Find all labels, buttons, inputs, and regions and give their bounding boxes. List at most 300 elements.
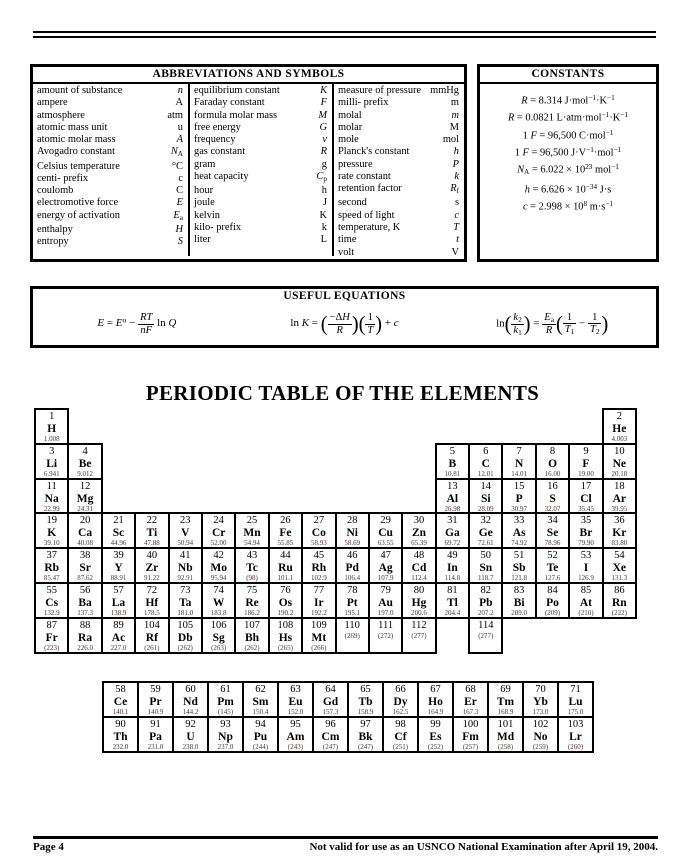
element-symbol: Pr xyxy=(149,696,162,708)
element-symbol: Os xyxy=(278,596,293,609)
abbrev-symbol: A xyxy=(176,134,183,146)
atomic-mass: (243) xyxy=(287,742,304,751)
atomic-mass: (247) xyxy=(322,742,339,751)
element-symbol: Ni xyxy=(346,527,358,540)
atomic-mass: 87.62 xyxy=(77,574,93,583)
constant-line: R = 8.314 $J\cdot mol^{-1}\cdot K^{-1}$ xyxy=(521,94,615,107)
atomic-mass: 138.9 xyxy=(110,608,127,617)
atomic-mass: 114.8 xyxy=(444,574,461,583)
atomic-mass: 118.7 xyxy=(478,574,494,583)
atomic-number: 41 xyxy=(180,550,191,562)
abbrev-term: heat capacity xyxy=(194,171,249,183)
atomic-mass: (266) xyxy=(311,643,327,652)
abbrev-col-2 xyxy=(188,84,332,256)
abbrev-term: hour xyxy=(194,185,214,197)
atomic-number: 58 xyxy=(115,684,126,695)
element-cell xyxy=(268,617,303,654)
abbreviations-columns xyxy=(33,84,464,256)
atomic-mass: 65.39 xyxy=(411,539,427,548)
atomic-mass: 39.95 xyxy=(611,504,628,513)
abbrev-symbol: ν xyxy=(322,134,327,146)
atomic-number: 5 xyxy=(449,445,455,457)
atomic-number: 69 xyxy=(500,684,511,695)
element-cell xyxy=(401,512,436,549)
atomic-number: 38 xyxy=(79,550,91,562)
abbrev-symbol: $C_p$ xyxy=(316,171,327,183)
atomic-mass: 168.9 xyxy=(497,708,514,716)
atomic-number: 57 xyxy=(113,584,124,596)
atomic-mass: 24.31 xyxy=(77,504,93,513)
atomic-number: 79 xyxy=(380,584,391,596)
atomic-number: 83 xyxy=(513,584,525,596)
atomic-number: 87 xyxy=(46,619,57,631)
atomic-mass: 12.01 xyxy=(477,469,494,478)
element-symbol: W xyxy=(212,596,225,609)
atomic-number: 11 xyxy=(46,480,57,492)
atomic-mass: (145) xyxy=(217,708,234,716)
atomic-number: 26 xyxy=(280,515,291,527)
atomic-mass: 63.55 xyxy=(377,539,394,548)
element-symbol: Bi xyxy=(513,596,525,609)
atomic-mass: 150.4 xyxy=(252,708,269,716)
atomic-number: 28 xyxy=(346,515,358,527)
abbrev-row xyxy=(334,222,464,234)
element-cell xyxy=(277,716,314,753)
element-symbol: Rf xyxy=(145,631,158,644)
constants-title: CONSTANTS xyxy=(480,67,656,84)
equations-row xyxy=(33,304,656,344)
element-cell xyxy=(401,582,436,619)
element-symbol: Pt xyxy=(346,596,358,609)
element-cell xyxy=(452,681,489,718)
abbrev-term: energy of activation xyxy=(37,209,120,221)
abbrev-row xyxy=(33,161,188,173)
element-symbol: Mo xyxy=(210,562,227,575)
atomic-number: 66 xyxy=(395,684,406,695)
atomic-mass: 14.01 xyxy=(511,469,528,478)
atomic-mass: (244) xyxy=(252,742,269,751)
abbrev-term: time xyxy=(338,234,357,246)
element-cell xyxy=(134,582,169,619)
element-cell xyxy=(435,512,470,549)
atomic-number: 64 xyxy=(325,684,336,695)
atomic-mass: 192.2 xyxy=(310,608,327,617)
element-symbol: Db xyxy=(177,631,193,644)
atomic-mass: (277) xyxy=(411,631,427,640)
element-symbol: P xyxy=(515,492,523,505)
element-cell xyxy=(201,582,236,619)
atomic-mass: 91.22 xyxy=(143,574,160,583)
atomic-mass: 95.94 xyxy=(210,574,227,583)
element-cell xyxy=(602,478,637,515)
atomic-number: 1 xyxy=(49,411,55,422)
atomic-number: 22 xyxy=(146,515,158,527)
element-cell xyxy=(557,681,594,718)
element-cell xyxy=(268,547,303,584)
abbrev-symbol: M xyxy=(449,121,459,133)
constant-line: 1 F = 96,500 C·mol$^{-1}$ xyxy=(522,128,614,141)
atomic-number: 60 xyxy=(185,684,196,695)
abbrev-symbol: $N_A$ xyxy=(170,146,183,159)
atomic-mass: 164.9 xyxy=(427,708,444,716)
atomic-mass: 52.00 xyxy=(210,539,227,548)
atomic-mass: 88.91 xyxy=(110,574,127,583)
atomic-number: 20 xyxy=(79,515,91,527)
element-cell xyxy=(168,617,203,654)
atomic-mass: 237.0 xyxy=(217,742,234,751)
atomic-number: 93 xyxy=(220,718,231,730)
atomic-number: 2 xyxy=(616,411,622,422)
abbrev-term: second xyxy=(338,197,367,209)
atomic-mass: (261) xyxy=(144,643,160,652)
atomic-mass: 127.6 xyxy=(544,574,561,583)
atomic-mass: 16.00 xyxy=(544,469,561,478)
abbrev-term: volt xyxy=(338,246,355,258)
atomic-mass: 83.80 xyxy=(611,539,628,548)
element-cell xyxy=(382,681,419,718)
abbrev-term: gram xyxy=(194,158,216,170)
element-cell xyxy=(34,443,69,480)
atomic-mass: 79.90 xyxy=(578,539,594,548)
element-cell xyxy=(535,582,570,619)
abbrev-row xyxy=(190,110,332,122)
element-cell xyxy=(34,512,69,549)
element-symbol: Pm xyxy=(217,696,234,708)
element-cell xyxy=(34,478,69,515)
element-cell xyxy=(101,547,136,584)
abbrev-row xyxy=(190,171,332,185)
element-cell xyxy=(134,512,169,549)
element-symbol: V xyxy=(181,527,190,540)
element-cell xyxy=(568,478,603,515)
abbrev-row xyxy=(190,122,332,134)
element-cell xyxy=(557,716,594,753)
atomic-number: 17 xyxy=(580,480,592,492)
element-cell xyxy=(417,681,454,718)
abbrev-symbol: A xyxy=(175,97,183,109)
atomic-number: 109 xyxy=(310,619,327,631)
element-cell xyxy=(602,408,637,445)
atomic-mass: (260) xyxy=(567,742,584,751)
atomic-mass: 58.93 xyxy=(310,539,327,548)
element-cell xyxy=(487,681,524,718)
atomic-mass: 78.96 xyxy=(544,539,561,548)
atomic-number: 31 xyxy=(447,515,458,527)
element-cell xyxy=(134,617,169,654)
element-symbol: Cs xyxy=(45,596,59,609)
element-symbol: Br xyxy=(579,527,593,540)
element-symbol: Pb xyxy=(479,596,493,609)
atomic-mass: 9.012 xyxy=(77,469,93,478)
constants-list xyxy=(480,84,656,215)
element-symbol: Te xyxy=(546,562,559,575)
atomic-mass: 50.94 xyxy=(177,539,194,548)
element-symbol: Ge xyxy=(478,527,493,540)
atomic-number: 98 xyxy=(395,718,406,730)
abbrev-row xyxy=(334,197,464,209)
element-symbol: Th xyxy=(113,730,128,743)
atomic-number: 72 xyxy=(146,584,158,596)
abbrev-symbol: J xyxy=(322,197,327,209)
abbrev-row xyxy=(190,97,332,109)
atomic-number: 9 xyxy=(583,445,589,457)
atomic-mass: 44.96 xyxy=(110,539,127,548)
element-symbol: Co xyxy=(311,527,326,540)
element-symbol: Hg xyxy=(411,596,427,609)
element-cell xyxy=(335,512,370,549)
atomic-mass: 197.0 xyxy=(377,608,394,617)
abbrev-symbol: °C xyxy=(171,160,183,172)
atomic-number: 114 xyxy=(478,619,494,631)
constant-line: R = 0.0821 $L\cdot atm\cdot mol^{-1}\cdot K^{-1}$ xyxy=(507,111,629,124)
abbrev-symbol: P xyxy=(452,158,459,170)
atomic-mass: 121.8 xyxy=(511,574,528,583)
abbrev-term: retention factor xyxy=(338,183,402,195)
atomic-mass: 74.92 xyxy=(511,539,528,548)
element-symbol: Li xyxy=(46,457,58,470)
atomic-mass: 132.9 xyxy=(43,608,60,617)
element-symbol: Np xyxy=(218,730,233,743)
atomic-mass: 167.3 xyxy=(462,708,479,716)
element-cell xyxy=(468,512,503,549)
element-cell xyxy=(234,547,269,584)
element-symbol: N xyxy=(515,457,524,470)
abbrev-row xyxy=(33,97,188,109)
atomic-number: 82 xyxy=(480,584,492,596)
atomic-number: 18 xyxy=(614,480,625,492)
element-cell xyxy=(368,547,403,584)
atomic-mass: 101.1 xyxy=(277,574,294,583)
abbrev-term: joule xyxy=(194,197,215,209)
atomic-number: 86 xyxy=(614,584,625,596)
abbrev-term: rate constant xyxy=(338,171,391,183)
abbrev-term: Faraday constant xyxy=(194,97,265,109)
atomic-number: 37 xyxy=(46,550,57,562)
element-cell xyxy=(568,582,603,619)
abbrev-term: formula molar mass xyxy=(194,109,278,121)
abbrev-term: molal xyxy=(338,109,362,121)
atomic-mass: 137.3 xyxy=(77,608,93,617)
atomic-mass: 226.0 xyxy=(77,643,93,652)
element-symbol: Am xyxy=(286,730,305,743)
abbrev-row xyxy=(334,234,464,246)
element-cell xyxy=(522,681,559,718)
abbrev-symbol: K xyxy=(320,85,327,96)
equation-nernst: $E = E^o$ − $\frac{RT}{nF}$ ln Q xyxy=(97,312,177,336)
abbrev-symbol: K xyxy=(319,209,327,221)
element-cell xyxy=(501,478,536,515)
element-cell xyxy=(568,547,603,584)
element-symbol: Si xyxy=(480,492,491,505)
atomic-number: 54 xyxy=(614,550,625,562)
abbrev-term: molar xyxy=(338,121,363,133)
atomic-mass: (223) xyxy=(44,643,60,652)
atomic-mass: 40.08 xyxy=(77,539,93,548)
element-cell xyxy=(468,582,503,619)
element-cell xyxy=(172,681,209,718)
atomic-number: 46 xyxy=(346,550,358,562)
element-symbol: Rb xyxy=(44,562,60,575)
atomic-mass: (265) xyxy=(277,643,294,652)
abbrev-term: measure of pressure xyxy=(338,85,422,96)
abbrev-symbol: M xyxy=(318,109,327,121)
element-symbol: Bh xyxy=(245,631,260,644)
abbrev-symbol: h xyxy=(321,185,327,197)
element-cell xyxy=(452,716,489,753)
atomic-number: 52 xyxy=(547,550,558,562)
atomic-number: 42 xyxy=(213,550,224,562)
element-symbol: Yb xyxy=(533,696,548,708)
element-symbol: Eu xyxy=(288,696,303,708)
atomic-number: 103 xyxy=(567,718,584,730)
abbrev-term: frequency xyxy=(194,134,236,146)
atomic-number: 74 xyxy=(213,584,224,596)
abbrev-row xyxy=(334,183,464,197)
atomic-number: 65 xyxy=(360,684,371,695)
element-symbol: Rh xyxy=(311,562,327,575)
abbrev-symbol: m xyxy=(450,97,459,109)
atomic-mass: 238.0 xyxy=(182,742,199,751)
atomic-mass: 72.61 xyxy=(477,539,494,548)
atomic-number: 99 xyxy=(430,718,441,730)
atomic-number: 6 xyxy=(483,445,489,457)
atomic-number: 59 xyxy=(150,684,161,695)
abbrev-term: entropy xyxy=(37,236,69,248)
atomic-number: 111 xyxy=(378,619,394,631)
element-symbol: F xyxy=(582,457,590,470)
element-symbol: No xyxy=(533,730,548,743)
element-symbol: Cd xyxy=(411,562,427,575)
element-symbol: Rn xyxy=(611,596,627,609)
element-cell xyxy=(568,443,603,480)
element-symbol: Ir xyxy=(314,596,324,609)
element-symbol: Er xyxy=(464,696,477,708)
footer-rule xyxy=(33,836,658,839)
element-symbol: Ta xyxy=(179,596,192,609)
atomic-number: 49 xyxy=(447,550,458,562)
atomic-number: 47 xyxy=(380,550,391,562)
atomic-mass: (269) xyxy=(344,631,360,640)
abbrev-row xyxy=(334,97,464,109)
atomic-number: 44 xyxy=(280,550,291,562)
element-symbol: Tb xyxy=(358,696,373,708)
element-cell xyxy=(34,547,69,584)
atomic-number: 56 xyxy=(79,584,91,596)
element-symbol: Ra xyxy=(78,631,93,644)
abbrev-term: atomic molar mass xyxy=(37,134,116,146)
element-cell xyxy=(101,512,136,549)
abbrev-row xyxy=(190,85,332,97)
element-symbol: Kr xyxy=(612,527,627,540)
abbrev-symbol: $E_a$ xyxy=(173,209,183,222)
atomic-number: 75 xyxy=(246,584,258,596)
abbrev-term: temperature, K xyxy=(338,222,401,234)
element-cell xyxy=(401,617,436,654)
element-cell xyxy=(102,681,139,718)
element-cell xyxy=(67,478,102,515)
abbrev-row xyxy=(334,134,464,146)
atomic-mass: 107.9 xyxy=(377,574,394,583)
element-symbol: Zn xyxy=(411,527,427,540)
element-symbol: Zr xyxy=(145,562,159,575)
abbrev-row xyxy=(334,122,464,134)
element-cell xyxy=(312,716,349,753)
equation-vant-hoff: ln K = ( $\frac{-\Delta H}{R}$ )( $\frac{1}{T}$ ) + c xyxy=(290,311,399,336)
atomic-mass: 106.4 xyxy=(344,574,361,583)
abbrev-row xyxy=(334,110,464,122)
atomic-mass: (222) xyxy=(611,608,627,617)
element-symbol: La xyxy=(111,596,126,609)
atomic-mass: 200.6 xyxy=(411,608,427,617)
constant-line: $h = 6.626 \times 10^{-34}$ J·s xyxy=(524,183,612,196)
atomic-mass: 58.69 xyxy=(344,539,361,548)
useful-equations-title: USEFUL EQUATIONS xyxy=(283,290,406,302)
abbrev-row xyxy=(190,134,332,146)
element-cell xyxy=(382,716,419,753)
element-cell xyxy=(242,681,279,718)
element-symbol: Tc xyxy=(246,562,258,575)
element-cell xyxy=(417,716,454,753)
atomic-mass: (262) xyxy=(177,643,193,652)
atomic-mass: 26.98 xyxy=(444,504,461,513)
abbrev-term: speed of light xyxy=(338,209,395,221)
element-symbol: Sn xyxy=(479,562,493,575)
element-symbol: Ac xyxy=(111,631,126,644)
element-cell xyxy=(301,617,336,654)
abbrev-row xyxy=(334,171,464,183)
abbrev-row xyxy=(190,210,332,222)
element-symbol: Nb xyxy=(177,562,193,575)
element-symbol: Hs xyxy=(278,631,293,644)
element-cell xyxy=(301,547,336,584)
element-cell xyxy=(602,443,637,480)
element-cell xyxy=(234,512,269,549)
atomic-number: 4 xyxy=(82,445,88,457)
atomic-number: 53 xyxy=(580,550,592,562)
atomic-mass: 6.941 xyxy=(43,469,60,478)
lanthanide-actinide-grid xyxy=(103,682,593,752)
element-symbol: Pu xyxy=(253,730,268,743)
element-symbol: Sr xyxy=(79,562,91,575)
abbrev-symbol: V xyxy=(451,246,459,258)
abbrev-term: ampere xyxy=(37,97,68,109)
atomic-mass: (251) xyxy=(392,742,409,751)
element-symbol: K xyxy=(47,527,57,540)
abbrev-symbol: G xyxy=(319,121,327,133)
atomic-mass: 92.91 xyxy=(177,574,194,583)
abbreviations-table xyxy=(30,64,467,262)
element-cell xyxy=(268,582,303,619)
element-symbol: Ti xyxy=(146,527,158,540)
atomic-mass: 102.9 xyxy=(310,574,327,583)
atomic-mass: (247) xyxy=(357,742,374,751)
element-cell xyxy=(501,547,536,584)
element-cell xyxy=(137,681,174,718)
atomic-mass: (258) xyxy=(497,742,514,751)
atomic-mass: 181.0 xyxy=(177,608,194,617)
atomic-mass: 32.07 xyxy=(544,504,561,513)
atomic-number: 15 xyxy=(513,480,525,492)
element-symbol: Dy xyxy=(393,696,408,708)
element-cell xyxy=(435,547,470,584)
atomic-number: 71 xyxy=(570,684,581,695)
element-cell xyxy=(468,443,503,480)
abbrev-term: free energy xyxy=(194,121,241,133)
abbrev-term: pressure xyxy=(338,158,373,170)
element-symbol: Pd xyxy=(345,562,359,575)
abbrev-row xyxy=(334,159,464,171)
atomic-number: 80 xyxy=(413,584,425,596)
